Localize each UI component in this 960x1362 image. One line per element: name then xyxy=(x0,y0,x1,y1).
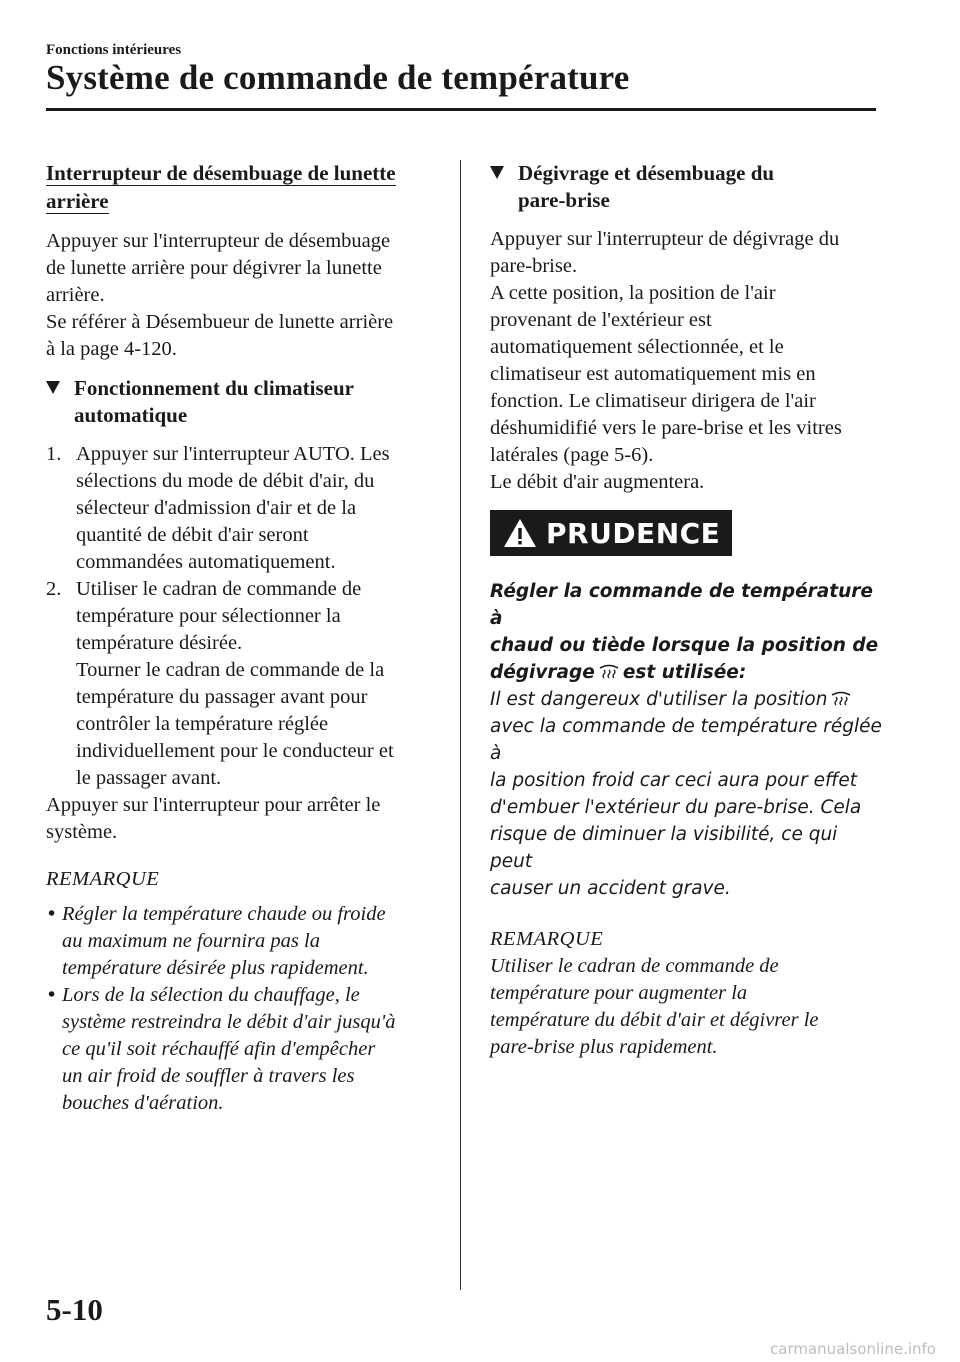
watermark: carmanualsonline.info xyxy=(770,1340,936,1358)
triangle-down-icon xyxy=(46,381,60,394)
remark-bullet: • Régler la température chaude ou froide au maximum ne fournira pas la température désirée plus rapidement. xyxy=(48,903,386,979)
windshield-defrost-icon xyxy=(830,689,852,707)
page-title: Système de commande de température xyxy=(46,58,630,97)
windshield-defrost-icon xyxy=(598,662,620,680)
header-rule xyxy=(46,108,876,111)
caution-body: Il est dangereux d'utiliser la position avec la commande de température réglée à la position froid car ceci aura pour effet d'embuer l'extérieur du pare-brise. Cela risque de diminuer la visibilité, ce qui peut causer un accident grave. xyxy=(490,689,882,899)
defrost-paragraph: Appuyer sur l'interrupteur de dégivrage du pare-brise. A cette position, la position de l'air provenant de l'extérieur est automatiquement sélectionnée, et le climatiseur est automatiquement mis en fonction. Le climatiseur dirigera de l'air déshumidifié vers le pare-brise et les vitres latérales (page 5-6). Le débit d'air augmentera. xyxy=(490,228,842,493)
stop-paragraph: Appuyer sur l'interrupteur pour arrêter le système. xyxy=(46,794,381,843)
remark-title: REMARQUE xyxy=(490,928,604,950)
left-column xyxy=(46,160,441,1117)
remark-title: REMARQUE xyxy=(46,868,160,890)
caution-heading: Régler la commande de température à chaud ou tiède lorsque la position de dégivrage est utilisée: xyxy=(490,581,879,683)
defrost-heading: Dégivrage et désembuage du pare-brise xyxy=(490,160,885,214)
page-number: 5-10 xyxy=(46,1292,103,1327)
step-2: 2. Utiliser le cadran de commande de température pour sélectionner la température désirée. Tourner le cadran de commande de la température du passager avant pour contrôler la température réglée individuellement pour le conducteur et le passager avant. xyxy=(46,578,394,789)
auto-operation-heading: Fonctionnement du climatiseur automatique xyxy=(46,375,441,429)
rear-defog-paragraph: Appuyer sur l'interrupteur de désembuage de lunette arrière pour dégivrer la lunette arrière. Se référer à Désembueur de lunette arrière à la page 4-120. xyxy=(46,230,394,360)
step-1: 1. Appuyer sur l'interrupteur AUTO. Les sélections du mode de débit d'air, du sélecteur d'admission d'air et de la quantité de débit d'air seront commandées automatiquement. xyxy=(46,443,390,573)
header-section-label: Fonctions intérieures xyxy=(46,42,182,58)
rear-defog-heading: Interrupteur de désembuage de lunette arrière xyxy=(46,161,396,213)
right-column xyxy=(490,160,885,1061)
caution-label: PRUDENCE xyxy=(546,516,721,550)
remark-bullet: • Lors de la sélection du chauffage, le système restreindra le débit d'air jusqu'à ce qu'il soit réchauffé afin d'empêcher un air froid de souffler à travers les bouches d'aération. xyxy=(48,984,396,1114)
warning-triangle-icon xyxy=(502,517,538,549)
remark-paragraph: Utiliser le cadran de commande de température pour augmenter la température du débit d'air et dégivrer le pare-brise plus rapidement. xyxy=(490,955,819,1058)
column-divider xyxy=(460,160,461,1290)
caution-banner xyxy=(490,510,732,556)
triangle-down-icon xyxy=(490,166,504,179)
